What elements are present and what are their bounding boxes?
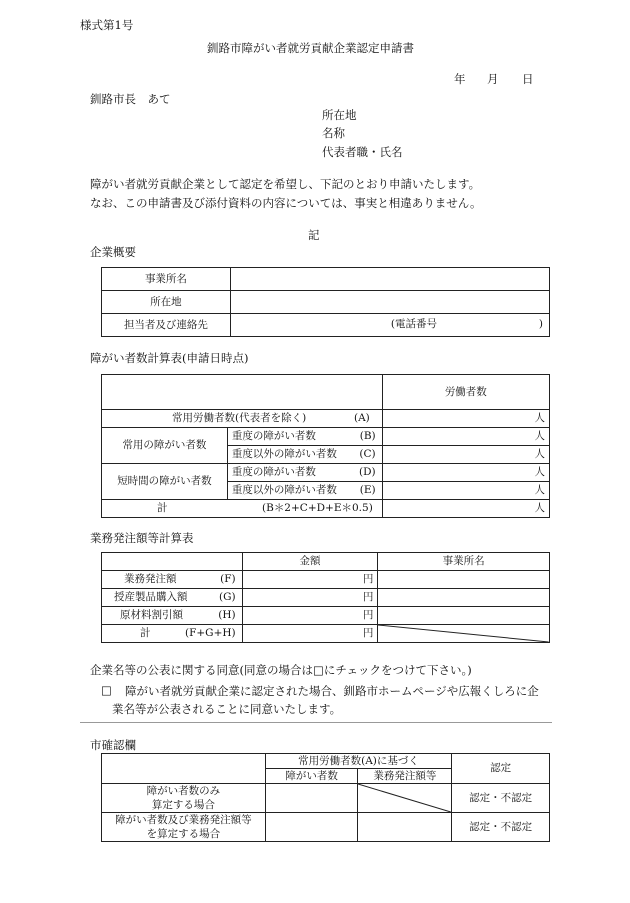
non-severe-label-cell — [227, 446, 382, 464]
total-label: 計 — [157, 502, 168, 514]
non-severe-label-cell — [227, 482, 382, 500]
company-address-field[interactable] — [230, 291, 549, 314]
code-c: (C) — [359, 448, 376, 460]
order-calc-table — [101, 552, 550, 643]
empty-header-cell — [102, 553, 243, 571]
applicant-address-label: 所在地 — [322, 108, 357, 122]
order-row-label: 授産製品購入額 — [114, 591, 188, 603]
body-line-1: 障がい者就労貢献企業として認定を希望し、下記のとおり申請いたします。 — [90, 177, 481, 191]
city-check-table — [101, 753, 550, 842]
phone-close: ) — [538, 318, 543, 330]
unit-label: 人 — [534, 466, 545, 478]
company-office-name-field[interactable] — [230, 268, 549, 291]
unit-cell[interactable] — [382, 482, 549, 500]
unit-label: 人 — [534, 484, 545, 496]
amount-cell[interactable] — [242, 571, 378, 589]
page-title: 釧路市障がい者就労貢献企業認定申請書 — [207, 41, 414, 55]
unit-cell[interactable] — [382, 464, 549, 482]
cert-header: 認定 — [452, 754, 550, 784]
order-row-label-cell — [102, 589, 243, 607]
row1-cert-cell[interactable]: 認定・不認定 — [452, 784, 550, 813]
regular-workers-label-cell — [102, 410, 383, 428]
diagonal-line — [378, 625, 549, 642]
orders-header: 業務発注額等 — [358, 769, 452, 784]
severe-label: 重度の障がい者数 — [231, 430, 316, 442]
order-row-label-cell — [102, 607, 243, 625]
regular-disabled-group: 常用の障がい者数 — [102, 428, 228, 464]
non-severe-label: 重度以外の障がい者数 — [231, 484, 337, 496]
short-disabled-group: 短時間の障がい者数 — [102, 464, 228, 500]
col-header-office: 事業所名 — [378, 553, 550, 571]
diagonal-struck-cell — [378, 625, 550, 643]
company-heading: 企業概要 — [90, 245, 136, 259]
unit-label: 人 — [534, 430, 545, 442]
yen-unit: 円 — [362, 573, 374, 585]
row2-label-line2: を算定する場合 — [146, 828, 221, 840]
code-b: (B) — [359, 430, 376, 442]
order-calc-heading: 業務発注額等計算表 — [90, 531, 194, 545]
amount-cell[interactable] — [242, 607, 378, 625]
company-table — [101, 267, 550, 337]
order-row-label: 業務発注額 — [124, 573, 177, 585]
severe-label-cell — [227, 428, 382, 446]
unit-label: 人 — [534, 502, 545, 514]
unit-label: 人 — [534, 448, 545, 460]
col-header-workers: 労働者数 — [382, 375, 549, 410]
company-contact-field[interactable] — [230, 314, 549, 337]
order-row-code: (F) — [220, 573, 236, 585]
order-row-code: (H) — [218, 609, 236, 621]
divider — [80, 722, 552, 723]
row1-disabled-cell[interactable] — [265, 784, 358, 813]
order-total-code: (F+G+H) — [185, 627, 236, 639]
office-name-cell[interactable] — [378, 607, 550, 625]
yen-unit: 円 — [362, 609, 374, 621]
addressee: 釧路市長 あて — [90, 92, 171, 106]
row1-label — [102, 784, 266, 813]
severe-label-cell — [227, 464, 382, 482]
diagonal-line — [358, 784, 451, 812]
code-a: (A) — [354, 412, 370, 424]
company-row-label: 担当者及び連絡先 — [102, 314, 231, 337]
yen-unit: 円 — [362, 627, 374, 639]
order-row-code: (G) — [219, 591, 236, 603]
unit-label: 人 — [534, 412, 545, 424]
unit-cell[interactable] — [382, 500, 549, 518]
total-formula: (B＊2+C+D+E＊0.5) — [262, 502, 373, 514]
row1-label-line1: 障がい者数のみ — [146, 785, 221, 797]
city-check-heading: 市確認欄 — [90, 738, 136, 752]
date-year: 年 — [454, 72, 466, 86]
office-name-cell[interactable] — [378, 589, 550, 607]
unit-cell[interactable] — [382, 428, 549, 446]
empty-header-cell — [102, 754, 266, 784]
date-day: 日 — [522, 72, 534, 86]
order-row-label: 原材料割引額 — [120, 609, 183, 621]
disabled-count-header: 障がい者数 — [265, 769, 358, 784]
order-total-label-cell — [102, 625, 243, 643]
unit-cell[interactable] — [382, 410, 549, 428]
date-month: 月 — [487, 72, 499, 86]
ki-mark: 記 — [308, 228, 320, 242]
phone-label: (電話番号 — [390, 318, 437, 330]
row2-label — [102, 813, 266, 842]
regular-workers-label: 常用労働者数(代表者を除く) — [172, 412, 307, 424]
consent-line-1: 障がい者就労貢献企業に認定された場合、釧路市ホームページや広報くしろに企 — [125, 684, 539, 698]
non-severe-label: 重度以外の障がい者数 — [231, 448, 337, 460]
body-line-2: なお、この申請書及び添付資料の内容については、事実と相違ありません。 — [90, 196, 482, 210]
row2-label-line1: 障がい者数及び業務発注額等 — [115, 814, 252, 826]
code-e: (E) — [359, 484, 376, 496]
company-row-label: 所在地 — [102, 291, 231, 314]
diagonal-struck-cell — [358, 784, 452, 813]
total-label-cell — [102, 500, 383, 518]
based-on-header: 常用労働者数(A)に基づく — [265, 754, 451, 769]
severe-label: 重度の障がい者数 — [231, 466, 316, 478]
office-name-cell[interactable] — [378, 571, 550, 589]
empty-header-cell — [102, 375, 383, 410]
yen-unit: 円 — [362, 591, 374, 603]
row1-label-line2: 算定する場合 — [151, 799, 215, 811]
company-row-label: 事業所名 — [102, 268, 231, 291]
col-header-amount: 金額 — [242, 553, 378, 571]
code-d: (D) — [359, 466, 376, 478]
row2-disabled-cell[interactable] — [265, 813, 358, 842]
disabled-calc-heading: 障がい者数計算表(申請日時点) — [90, 351, 249, 365]
applicant-name-label: 名称 — [322, 126, 345, 140]
disabled-calc-table — [101, 374, 550, 518]
amount-cell[interactable] — [242, 625, 378, 643]
unit-cell[interactable] — [382, 446, 549, 464]
form-number: 様式第1号 — [80, 18, 134, 32]
consent-line-2: 業名等が公表されることに同意いたします。 — [112, 702, 342, 716]
amount-cell[interactable] — [242, 589, 378, 607]
consent-checkbox[interactable]: □ — [101, 683, 112, 697]
order-row-label-cell — [102, 571, 243, 589]
row2-cert-cell[interactable]: 認定・不認定 — [452, 813, 550, 842]
consent-heading: 企業名等の公表に関する同意(同意の場合は□にチェックをつけて下さい。) — [90, 663, 472, 677]
order-total-label: 計 — [140, 627, 151, 639]
row2-orders-cell[interactable] — [358, 813, 452, 842]
applicant-representative-label: 代表者職・氏名 — [322, 145, 403, 159]
